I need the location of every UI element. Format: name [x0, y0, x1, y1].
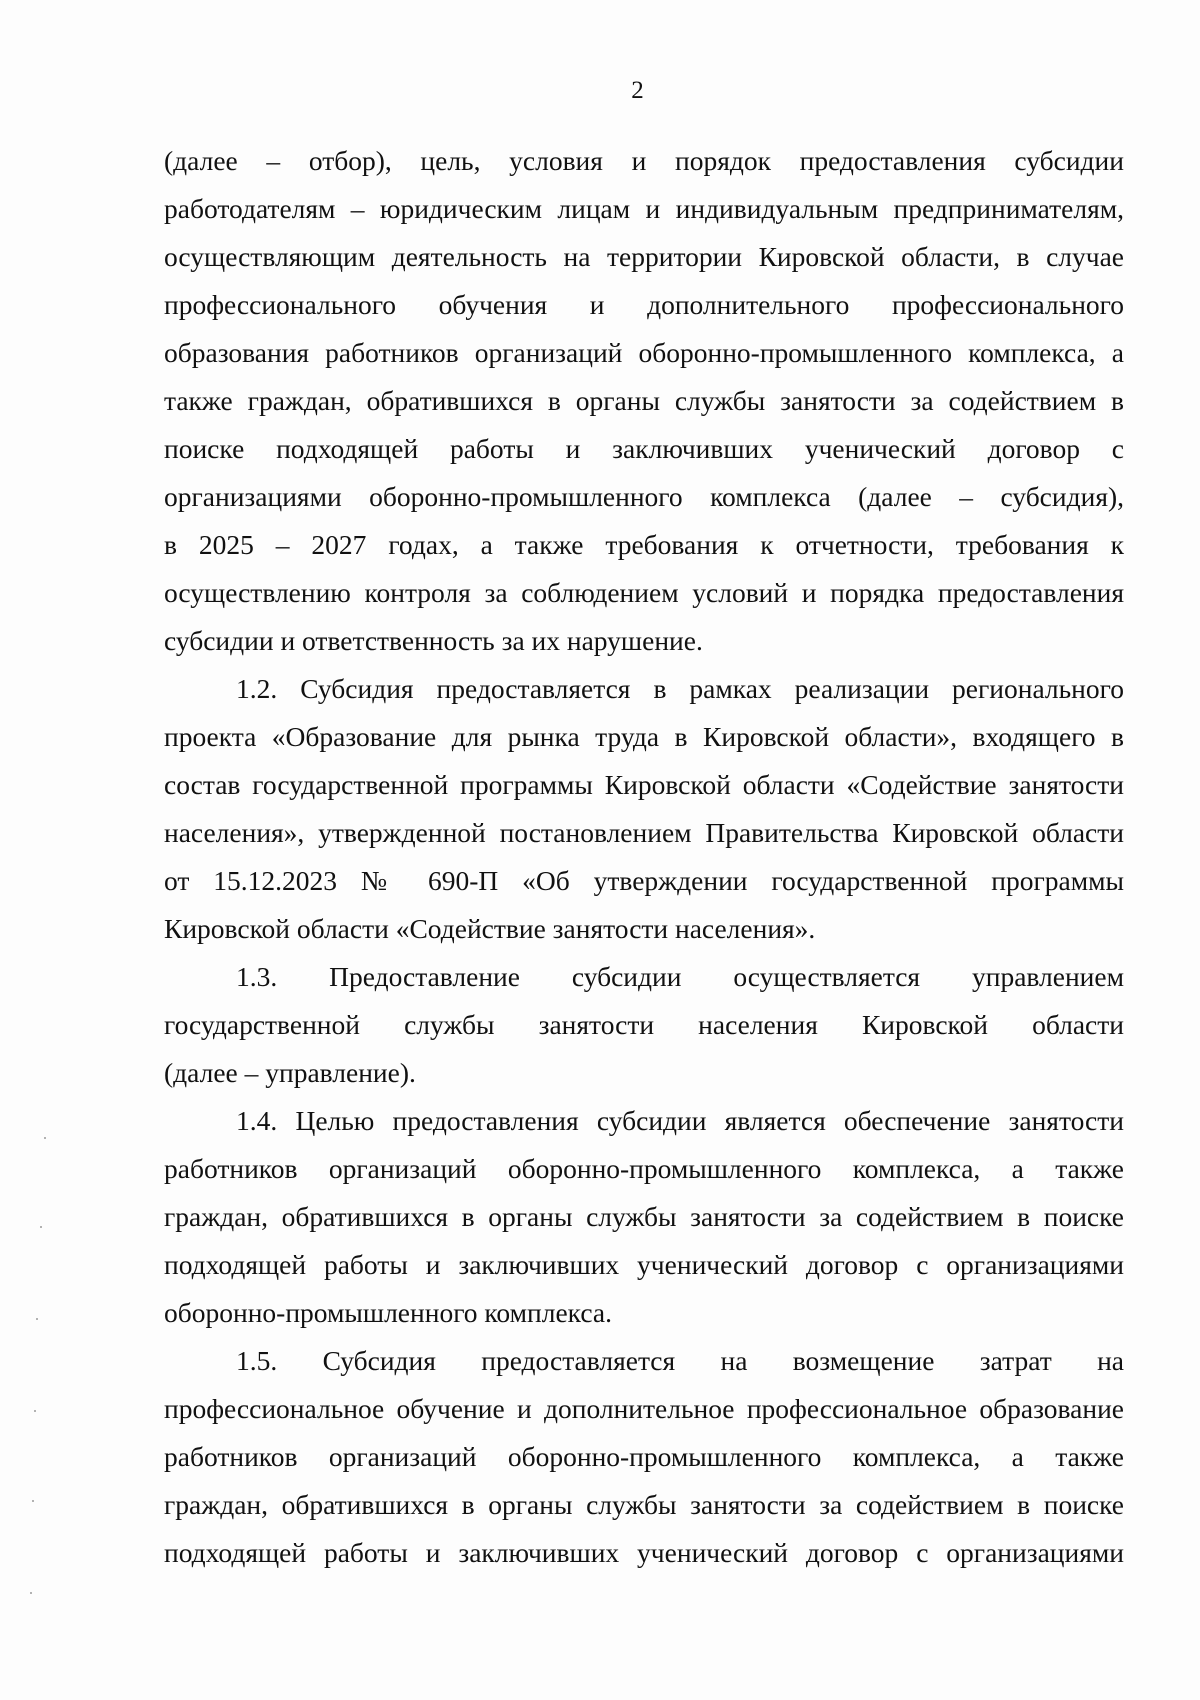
scan-speck — [36, 1318, 38, 1320]
paragraph-p-1-2 — [164, 665, 1124, 953]
text-line: в 2025 – 2027 годах, а также требования к отчетности, требования к — [164, 529, 1124, 560]
text-line: 1.4. Целью предоставления субсидии является обеспечение занятости — [236, 1105, 1124, 1136]
text-line: государственной службы занятости населения Кировской области — [164, 1009, 1124, 1040]
text-line: подходящей работы и заключивших ученический договор с организациями — [164, 1537, 1124, 1568]
text-line: граждан, обратившихся в органы службы занятости за содействием в поиске — [164, 1201, 1124, 1232]
paragraph-p-continuation — [164, 137, 1124, 665]
paragraph-p-1-4 — [164, 1097, 1124, 1337]
text-line: профессиональное обучение и дополнительное профессиональное образование — [164, 1393, 1124, 1424]
text-line: 1.5. Субсидия предоставляется на возмещение затрат на — [236, 1345, 1124, 1376]
text-line: 1.3. Предоставление субсидии осуществляется управлением — [236, 961, 1124, 992]
text-line: населения», утвержденной постановлением Правительства Кировской области — [164, 817, 1124, 848]
text-line: (далее – управление). — [164, 1057, 416, 1088]
text-line: оборонно-промышленного комплекса. — [164, 1297, 612, 1328]
page-number: 2 — [631, 77, 644, 104]
text-line: граждан, обратившихся в органы службы занятости за содействием в поиске — [164, 1489, 1124, 1520]
text-line: работников организаций оборонно-промышленного комплекса, а также — [164, 1153, 1124, 1184]
text-line: осуществлению контроля за соблюдением условий и порядка предоставления — [164, 577, 1124, 608]
text-line: организациями оборонно-промышленного комплекса (далее – субсидия), — [164, 481, 1124, 512]
text-line: состав государственной программы Кировской области «Содействие занятости — [164, 769, 1124, 800]
text-line: образования работников организаций оборонно-промышленного комплекса, а — [164, 337, 1124, 368]
text-line: подходящей работы и заключивших ученический договор с организациями — [164, 1249, 1124, 1280]
scan-speck — [30, 1592, 32, 1594]
text-line: профессионального обучения и дополнительного профессионального — [164, 289, 1124, 320]
text-line: (далее – отбор), цель, условия и порядок предоставления субсидии — [164, 145, 1124, 176]
text-line: 1.2. Субсидия предоставляется в рамках реализации регионального — [236, 673, 1124, 704]
scan-speck — [44, 1137, 46, 1139]
scan-speck — [40, 1226, 42, 1228]
scan-speck — [34, 1410, 36, 1412]
text-line: поиске подходящей работы и заключивших ученический договор с — [164, 433, 1124, 464]
paragraph-p-1-3 — [164, 953, 1124, 1097]
text-line: субсидии и ответственность за их нарушение. — [164, 625, 703, 656]
text-line: от 15.12.2023 № 690-П «Об утверждении государственной программы — [164, 865, 1124, 896]
text-line: осуществляющим деятельность на территории Кировской области, в случае — [164, 241, 1124, 272]
text-line: работодателям – юридическим лицам и индивидуальным предпринимателям, — [164, 193, 1124, 224]
paragraph-p-1-5 — [164, 1337, 1124, 1577]
text-line: работников организаций оборонно-промышленного комплекса, а также — [164, 1441, 1124, 1472]
scan-speck — [32, 1500, 34, 1502]
text-line: Кировской области «Содействие занятости населения». — [164, 913, 816, 944]
text-line: проекта «Образование для рынка труда в Кировской области», входящего в — [164, 721, 1124, 752]
text-line: также граждан, обратившихся в органы службы занятости за содействием в — [164, 385, 1124, 416]
document-body — [164, 137, 1124, 1577]
